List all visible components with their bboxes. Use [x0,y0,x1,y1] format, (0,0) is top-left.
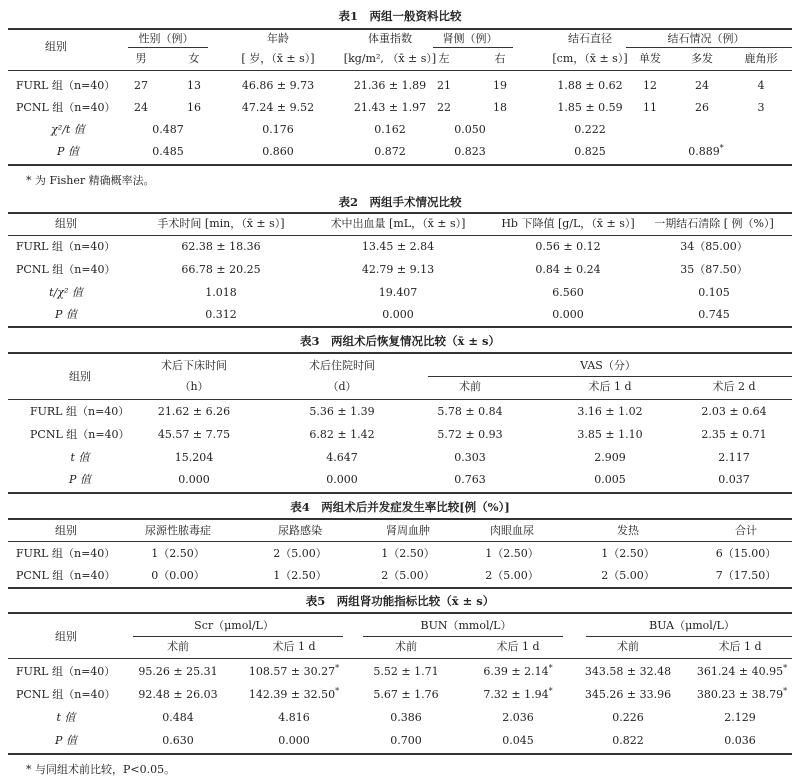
table-1-note: * 为 Fisher 精确概率法。 [26,174,155,187]
row-label: t/χ² 值 [49,286,83,299]
cell: 380.23 ± 38.79* [696,686,788,701]
cell: 5.67 ± 1.76 [373,688,439,701]
cell: 0.036 [724,734,756,747]
header-right: 右 [494,52,506,65]
cell: 21.43 ± 1.97 [353,101,427,114]
cell: 0.222 [574,123,606,136]
cell: 11 [643,101,657,114]
cell: 0.312 [205,308,237,321]
cell: 45.57 ± 7.75 [157,428,231,441]
cell: 0.763 [454,473,486,486]
cell: 3.16 ± 1.02 [577,405,643,418]
cell: 1（2.50） [601,547,655,560]
cell: 2（5.00） [601,569,655,582]
cell: 0.005 [594,473,626,486]
cell: 21 [437,79,451,92]
cell: 1（2.50） [485,547,539,560]
top-rule [8,28,792,30]
cell: 5.36 ± 1.39 [309,405,375,418]
header-bmi-unit: [kg/m², （x̄ ± s）] [343,52,437,65]
header-bottom-rule [8,658,792,659]
cell: 0.700 [390,734,422,747]
cell: 27 [134,79,148,92]
row-label: P 值 [69,473,91,486]
cell: 4.647 [326,451,358,464]
header-pre: 术前 [459,380,481,393]
cell: 42.79 ± 9.13 [361,263,435,276]
table-1-caption: 表1 两组一般资料比较 [338,9,462,23]
header-gender: 性别（例） [138,32,194,45]
cell: 0.84 ± 0.24 [535,263,601,276]
cell: 1.88 ± 0.62 [557,79,623,92]
cell: 21.62 ± 6.26 [157,405,231,418]
cell: 16 [187,101,201,114]
bottom-rule [8,587,792,589]
top-rule [8,352,792,354]
row-label: FURL 组（n=40） [30,405,130,418]
cell: 361.24 ± 40.95* [696,663,788,678]
cell: 1.85 ± 0.59 [557,101,623,114]
table-4 [8,496,792,590]
row-label: P 值 [57,145,79,158]
cell: 47.24 ± 9.52 [241,101,315,114]
row-label: χ²/t 值 [51,123,85,136]
header-bua-post: 术后 1 d [718,640,762,653]
row-label: t 值 [56,711,76,724]
header-scr-post: 术后 1 d [272,640,316,653]
cell: 24 [695,79,709,92]
cell: 2（5.00） [273,547,327,560]
cell: 0.176 [262,123,294,136]
header-group: 组别 [55,217,77,230]
cell: 6.39 ± 2.14* [483,663,553,678]
table-5 [8,590,792,783]
header-bmi: 体重指数 [368,32,412,45]
cell: 0.822 [612,734,644,747]
header-scr-pre: 术前 [167,640,189,653]
cell: 24 [134,101,148,114]
scr-rule [133,636,343,637]
cell: 6（15.00） [715,547,777,560]
cell: 0.000 [178,473,210,486]
cell: 3.85 ± 1.10 [577,428,643,441]
bua-rule [586,636,792,637]
table-3 [8,330,792,496]
cell: 2.03 ± 0.64 [701,405,767,418]
gender-rule [128,47,208,48]
cell: 46.86 ± 9.73 [241,79,315,92]
cell: 0（0.00） [151,569,205,582]
header-group: 组别 [55,524,77,537]
row-label: FURL 组（n=40） [16,665,116,678]
cell: 2.129 [724,711,756,724]
cell: 0.000 [278,734,310,747]
header-ambulation: 术后下床时间 [161,359,227,372]
header-scr: Scr（μmol/L） [194,619,274,632]
cell: 18 [493,101,507,114]
header-stone: 结石情况（例） [667,32,745,45]
header-bottom-rule [8,235,792,236]
header-kidney-side: 肾侧（例） [442,32,498,45]
header-ambulation-unit: （h） [179,380,209,393]
cell: 13.45 ± 2.84 [361,240,435,253]
header-bottom-rule [8,70,792,71]
row-label: FURL 组（n=40） [16,547,116,560]
cell: 13 [187,79,201,92]
cell: 0.000 [326,473,358,486]
cell: 22 [437,101,451,114]
table-1 [8,0,792,190]
cell: 19 [493,79,507,92]
row-label: PCNL 组（n=40） [16,569,116,582]
cell: 1（2.50） [273,569,327,582]
cell: 92.48 ± 26.03 [138,688,218,701]
cell: 108.57 ± 30.27* [248,663,340,678]
kidney-rule [433,47,513,48]
header-single: 单发 [639,52,661,65]
cell: 0.000 [382,308,414,321]
cell: 0.825 [574,145,606,158]
header-stay: 术后住院时间 [309,359,375,372]
cell: 6.560 [552,286,584,299]
cell: 0.889* [688,143,724,158]
cell: 0.56 ± 0.12 [535,240,601,253]
row-label: PCNL 组（n=40） [16,101,116,114]
header-bun-pre: 术前 [395,640,417,653]
header-female: 女 [188,52,200,65]
cell: 4.816 [278,711,310,724]
header-bottom-rule [8,541,792,542]
header-group: 组别 [45,40,67,53]
row-label: FURL 组（n=40） [16,79,116,92]
table-3-caption: 表3 两组术后恢复情况比较（x̄ ± s） [300,334,500,348]
cell: 2.036 [502,711,534,724]
row-label: PCNL 组（n=40） [16,688,116,701]
top-rule [8,612,792,614]
cell: 2（5.00） [381,569,435,582]
cell: 0.105 [698,286,730,299]
cell: 21.36 ± 1.89 [353,79,427,92]
header-vas: VAS（分） [580,359,636,372]
header-hematuria: 肉眼血尿 [490,524,534,537]
cell: 1（2.50） [151,547,205,560]
header-hematoma: 肾周血肿 [386,524,430,537]
cell: 0.045 [502,734,534,747]
header-uti: 尿路感染 [278,524,322,537]
cell: 0.226 [612,711,644,724]
header-diameter: 结石直径 [568,32,612,45]
cell: 15.204 [174,451,214,464]
cell: 0.303 [454,451,486,464]
header-left: 左 [438,52,450,65]
header-bua: BUA（μmol/L） [649,619,735,632]
bottom-rule [8,326,792,328]
cell: 35（87.50） [680,263,748,276]
stone-rule [626,47,792,48]
cell: 95.26 ± 25.31 [138,665,218,678]
table-2-caption: 表2 两组手术情况比较 [338,195,462,209]
row-label: FURL 组（n=40） [16,240,116,253]
table-4-caption: 表4 两组术后并发症发生率比较[例（%）] [290,500,510,514]
cell: 19.407 [378,286,418,299]
row-label: P 值 [55,734,77,747]
cell: 0.050 [454,123,486,136]
cell: 4 [757,79,765,92]
cell: 7（17.50） [715,569,777,582]
cell: 66.78 ± 20.25 [181,263,261,276]
cell: 343.58 ± 32.48 [584,665,672,678]
header-male: 男 [135,52,147,65]
cell: 3 [757,101,765,114]
table-2 [8,192,792,330]
cell: 5.78 ± 0.84 [437,405,503,418]
cell: 6.82 ± 1.42 [309,428,375,441]
cell: 26 [695,101,709,114]
cell: 345.26 ± 33.96 [584,688,672,701]
header-group: 组别 [69,370,91,383]
row-label: P 值 [55,308,77,321]
cell: 2.35 ± 0.71 [701,428,767,441]
cell: 0.487 [152,123,184,136]
top-rule [8,518,792,520]
cell: 0.860 [262,145,294,158]
header-age-unit: [ 岁，（x̄ ± s）] [241,52,315,65]
header-bun-post: 术后 1 d [496,640,540,653]
header-group: 组别 [55,630,77,643]
header-bua-pre: 术前 [617,640,639,653]
cell: 1（2.50） [381,547,435,560]
cell: 0.000 [552,308,584,321]
header-multiple: 多发 [691,52,713,65]
header-post2: 术后 2 d [712,380,756,393]
header-total: 合计 [735,524,757,537]
bottom-rule [8,492,792,494]
header-blood-loss: 术中出血量 [mL，（x̄ ± s）] [330,217,466,230]
header-diameter-unit: [cm，（x̄ ± s）] [552,52,628,65]
cell: 0.485 [152,145,184,158]
cell: 0.745 [698,308,730,321]
cell: 62.38 ± 18.36 [181,240,261,253]
cell: 2.909 [594,451,626,464]
cell: 5.72 ± 0.93 [437,428,503,441]
cell: 34（85.00） [680,240,748,253]
cell: 0.386 [390,711,422,724]
cell: 0.484 [162,711,194,724]
vas-rule [428,376,792,377]
cell: 2（5.00） [485,569,539,582]
header-bun: BUN（mmol/L） [420,619,512,632]
header-hb-drop: Hb 下降值 [g/L，（x̄ ± s）] [501,217,635,230]
bun-rule [363,636,563,637]
cell: 0.823 [454,145,486,158]
cell: 12 [643,79,657,92]
bottom-rule [8,753,792,755]
row-label: PCNL 组（n=40） [16,263,116,276]
header-stone-free: 一期结石清除 [ 例（%）] [654,217,774,230]
header-bottom-rule [8,399,792,400]
table-5-note: * 与同组术前比较，P<0.05。 [26,763,176,776]
header-staghorn: 鹿角形 [744,52,778,65]
header-stay-unit: （d） [327,380,357,393]
cell: 5.52 ± 1.71 [373,665,439,678]
table-5-caption: 表5 两组肾功能指标比较（x̄ ± s） [305,594,495,608]
header-fever: 发热 [617,524,639,537]
cell: 0.630 [162,734,194,747]
cell: 7.32 ± 1.94* [483,686,553,701]
cell: 142.39 ± 32.50* [248,686,340,701]
cell: 2.117 [718,451,750,464]
header-post1: 术后 1 d [588,380,632,393]
top-rule [8,212,792,214]
cell: 0.872 [374,145,406,158]
row-label: PCNL 组（n=40） [30,428,130,441]
header-urosepsis: 尿源性脓毒症 [145,524,211,537]
cell: 0.162 [374,123,406,136]
header-age: 年龄 [267,32,289,45]
cell: 1.018 [205,286,237,299]
cell: 0.037 [718,473,750,486]
header-op-time: 手术时间 [min，（x̄ ± s）] [157,217,285,230]
bottom-rule [8,164,792,166]
row-label: t 值 [70,451,90,464]
